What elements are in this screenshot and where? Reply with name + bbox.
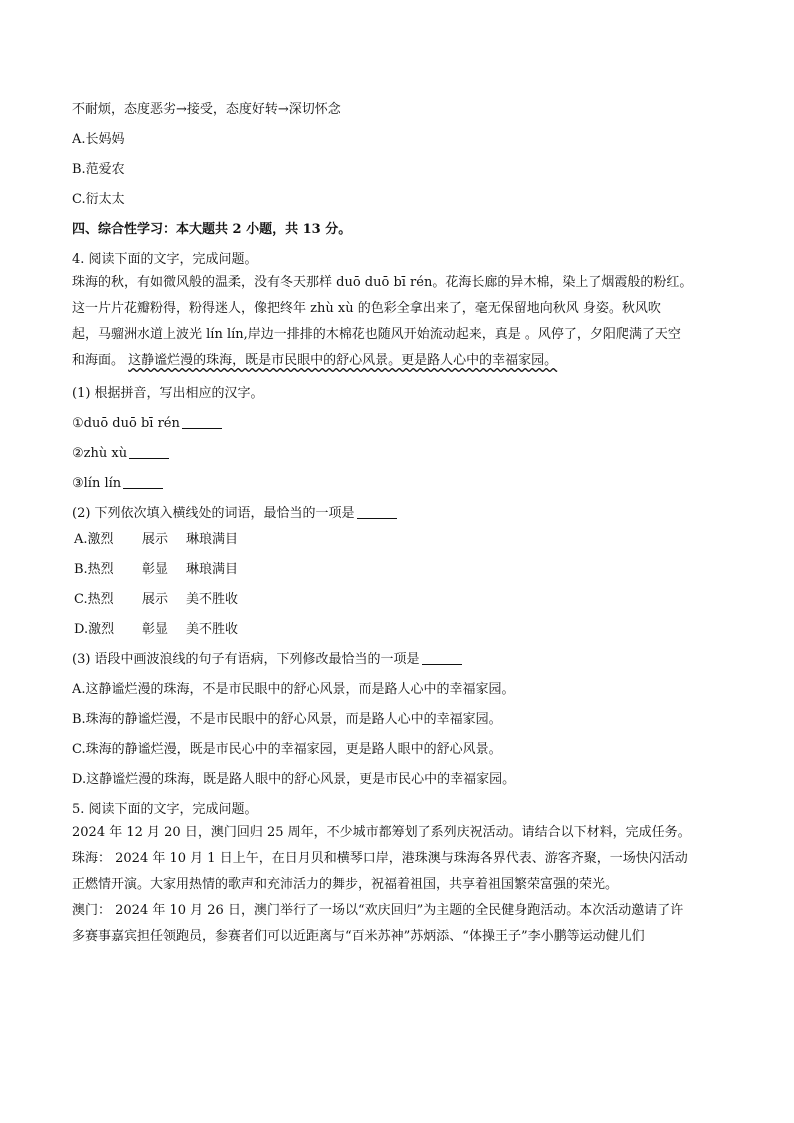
q4-sub2-option-c — [72, 590, 732, 610]
q4-sub2-stem: (2) 下列依次填入横线处的词语，最恰当的一项是 — [72, 506, 355, 521]
q4-passage-line-4 — [72, 348, 732, 374]
q3-option-a: A.长妈妈 — [72, 132, 125, 147]
option-b-word2: 彰显 — [142, 562, 169, 577]
q4-passage-line-4-prefix: 和海面。 — [72, 353, 125, 368]
q4-sub1-item-2 — [72, 444, 732, 464]
q5-intro: 5. 阅读下面的文字，完成问题。 — [72, 802, 258, 817]
q3-option-b: B.范爱农 — [72, 162, 125, 177]
pinyin-2: ②zhù xù — [72, 446, 128, 461]
q4-sub3-option-c: C.珠海的静谧烂漫，既是市民心中的幸福家园，更是路人眼中的舒心风景。 — [72, 742, 502, 757]
q4-sub3-option-a: A.这静谧烂漫的珠海，不是市民眼中的舒心风景，而是路人心中的幸福家园。 — [72, 682, 515, 697]
option-b-word1: B.热烈 — [74, 562, 114, 577]
q4-passage-line-1: 珠海的秋，有如微风般的温柔，没有冬天那样 duō duō bī rén。花海长廊的异木棉，染上了烟霞般的粉红。 — [72, 275, 693, 290]
q4-sub2-option-b — [72, 560, 732, 580]
option-d-word2: 彰显 — [142, 622, 169, 637]
q4-passage — [72, 270, 732, 374]
option-a-word1: A.激烈 — [74, 532, 114, 547]
option-d-word3: 美不胜收 — [186, 622, 239, 637]
q3-option-c: C.衍太太 — [72, 192, 125, 207]
answer-blank-2[interactable] — [129, 444, 169, 459]
exam-page — [72, 100, 732, 950]
q3-answer-line: 不耐烦，态度恶劣→接受，态度好转→深切怀念 — [72, 102, 341, 117]
section-4-heading: 四、综合性学习：本大题共 2 小题，共 13 分。 — [72, 222, 352, 237]
q4-sub3-stem: (3) 语段中画波浪线的句子有语病，下列修改最恰当的一项是 — [72, 652, 420, 667]
option-a-word2: 展示 — [142, 532, 169, 547]
q4-sub3-option-d: D.这静谧烂漫的珠海，既是路人眼中的舒心风景，更是市民心中的幸福家园。 — [72, 772, 516, 787]
q4-sub1-item-3 — [72, 474, 732, 494]
q4-wavy-sentence: 这静谧烂漫的珠海，既是市民眼中的舒心风景。更是路人心中的幸福家园。 — [128, 353, 558, 368]
answer-blank-sub2[interactable] — [357, 504, 397, 519]
option-c-word3: 美不胜收 — [186, 592, 239, 607]
q4-sub1-stem: (1) 根据拼音，写出相应的汉字。 — [72, 386, 264, 401]
option-a-word3: 琳琅满目 — [186, 532, 239, 547]
q4-sub3-stem-row — [72, 650, 732, 670]
q5-line-3: 正燃情开演。大家用热情的歌声和充沛活力的舞步，祝福着祖国，共享着祖国繁荣富强的荣光。 — [72, 877, 619, 892]
option-b-word3: 琳琅满目 — [186, 562, 239, 577]
q4-passage-line-3: 起，马骝洲水道上波光 lín lín,岸边一排排的木棉花也随风开始流动起来，真是 。风停了，夕阳爬满了天空 — [72, 327, 681, 342]
q4-passage-line-2: 这一片片花瓣粉得，粉得迷人，像把终年 zhù xù 的色彩全拿出来了，毫无保留地向秋风 身姿。秋风吹 — [72, 301, 661, 316]
option-c-word1: C.热烈 — [74, 592, 114, 607]
answer-blank-1[interactable] — [182, 414, 222, 429]
q4-sub1-item-1 — [72, 414, 732, 434]
q4-sub2-stem-row — [72, 504, 732, 524]
q5-line-4: 澳门： 2024 年 10 月 26 日，澳门举行了一场以“欢庆回归”为主题的全民健身跑活动。本次活动邀请了许 — [72, 903, 684, 918]
pinyin-3: ③lín lín — [72, 476, 122, 491]
option-d-word1: D.激烈 — [74, 622, 115, 637]
pinyin-1: ①duō duō bī rén — [72, 416, 180, 431]
answer-blank-sub3[interactable] — [422, 650, 462, 665]
q5-line-5: 多赛事嘉宾担任领跑员，参赛者们可以近距离与“百米苏神”苏炳添、“体操王子”李小鹏等运动健儿们 — [72, 929, 645, 944]
q5-material — [72, 820, 732, 950]
q4-intro: 4. 阅读下面的文字，完成问题。 — [72, 252, 258, 267]
q4-sub2-option-a — [72, 530, 732, 550]
answer-blank-3[interactable] — [123, 474, 163, 489]
q4-sub3-option-b: B.珠海的静谧烂漫，不是市民眼中的舒心风景，而是路人心中的幸福家园。 — [72, 712, 502, 727]
q5-line-1: 2024 年 12 月 20 日，澳门回归 25 周年，不少城市都筹划了系列庆祝活动。请结合以下材料，完成任务。 — [72, 825, 691, 840]
q5-line-2: 珠海： 2024 年 10 月 1 日上午，在日月贝和横琴口岸，港珠澳与珠海各界代表、游客齐聚，一场快闪活动 — [72, 851, 688, 866]
q4-sub2-option-d — [72, 620, 732, 640]
option-c-word2: 展示 — [142, 592, 169, 607]
